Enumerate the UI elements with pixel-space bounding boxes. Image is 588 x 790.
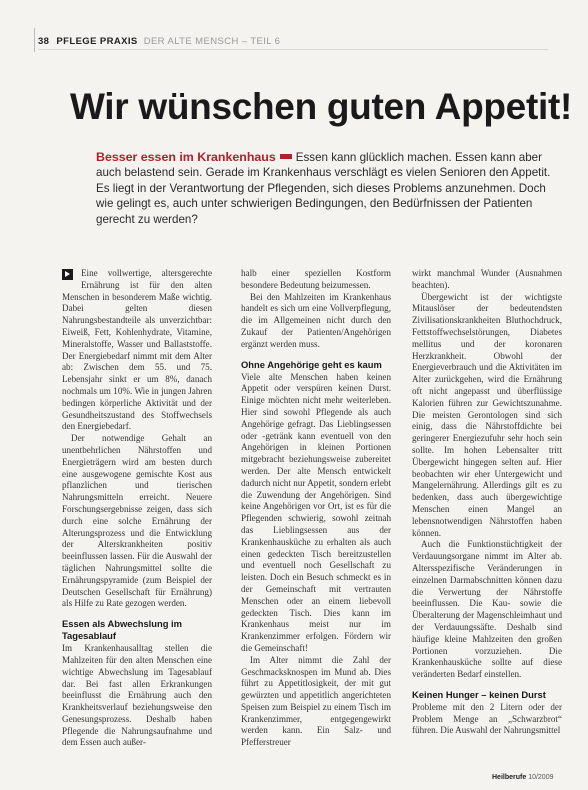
col3-paragraph-3: Auch die Funktionstüchtigkeit der Verdauungsorgane nimmt im Alter ab. Altersspezifische Veränderungen in einzelnen Darmabschnitten können dazu die Verwertung der Nährstoffe beeinflussen. Die Kau- sowie die Überalterung der Magenschleimhaut und der Verdauungssäfte. Deshalb sind häufige kleine Mahlzeiten den großen Portionen vorzuziehen. Die Krankenhausküche sollte auf diese veränderten Bedarf einstellen. bbox=[412, 539, 562, 680]
col2-subheading: Ohne Angehörige geht es kaum bbox=[241, 358, 382, 370]
footer-magazine: Heilberufe bbox=[492, 774, 527, 781]
article-headline: Wir wünschen guten Appetit! bbox=[70, 86, 573, 127]
text-column-1 bbox=[62, 268, 212, 749]
col2-paragraph-2: Bei den Mahlzeiten im Krankenhaus handelt es sich um eine Vollverpflegung, die im Allgemeinen nicht durch den Zukauf der Patienten/Angehörigen ergänzt werden muss. bbox=[241, 291, 391, 349]
col1-paragraph-1 bbox=[62, 268, 212, 433]
col1-paragraph-3: Im Krankenhausalltag stellen die Mahlzeiten für den alten Menschen eine wichtige Abwechslung im Tagesablauf dar. Bei fast allen Erkrankungen beeinflusst die Ernährung auch den Krankheitsverlauf beziehungsweise den Genesungsprozess. Deshalb haben Pflegende die Nahrungsaufnahme und dem Essen auch außer- bbox=[62, 643, 212, 748]
col1-paragraph-1-text: Eine vollwertige, altersgerechte Ernährung ist für den alten Menschen in besonderem Maße wichtig. Dabei gelten diesen Nahrungsbestandteile als unverzichtbar: Eiweiß, Fett, Kohlenhydrate, Vitamine, Mineralstoffe, Wasser und Ballaststoffe. Der Energiebedarf nimmt mit dem Alter ab: Zwischen dem 55. und 75. Lebensjahr sinkt er um 8%, danach nochmals um 10%. Wie in jungen Jahren bedingen körperliche Aktivität und der Gesundheitszustand des Stoffwechsels den Energiebedarf. bbox=[62, 268, 212, 432]
col2-paragraph-3: Viele alte Menschen haben keinen Appetit oder verspüren keinen Durst. Einige möchten nicht mehr weiterleben. Hier sind sowohl Pflegende als auch Angehörige gefragt. Das Lieblingsessen oder -getränk kann eventuell von den Angehörigen in kleinen Portionen mitgebracht beziehungsweise zubereitet werden. Der alte Mensch entwickelt dadurch nicht nur Appetit, sondern erlebt die Zuwendung der Angehörigen. Sind keine Angehörigen vor Ort, ist es für die Pflegenden schwierig, sowohl zeitnah das Lieblingsessen aus der Krankenhausküche zu erhalten als auch einen gedeckten Tisch bereitzustellen und eventuell noch Gesellschaft zu leisten. Doch ein Besuch schmeckt es in der Gemeinschaft mit vertrauten Menschen oder an einem liebevoll gedeckten Tisch. Dies kann im Krankenhaus meist nur im Krankenzimmer erfolgen. Fördern wir die Gemeinschaft! bbox=[241, 371, 391, 653]
arrow-right-icon bbox=[62, 269, 73, 280]
lead-kicker: Besser essen im Krankenhaus bbox=[96, 150, 276, 164]
col3-paragraph-4: Probleme mit den 2 Litern oder der Problem Menge an „Schwarzbrot“ führen. Die Auswahl der Nahrungsmittel bbox=[412, 701, 562, 736]
series-label: DER ALTE MENSCH – TEIL 6 bbox=[143, 36, 281, 47]
col3-paragraph-2: Übergewicht ist der wichtigste Mitauslöser der bedeutendsten Zivilisationskrankheiten Bluthochdruck, Fettstoffwechselstörungen, Diabetes mellitus und der koronaren Herzkrankheit. Obwohl der Energieverbrauch und die Aktivitäten im Alter zurückgehen, wird die Ernährung oft nicht angepasst und überflüssige Kalorien führen zur Gewichtszunahme. Die meisten Gerontologen sind sich einig, dass die Nährstoffdichte bei geringerer Energiezufuhr sehr hoch sein sollte. Im hohen Lebensalter tritt Übergewicht hingegen selten auf. Hier beobachten wir eher Untergewicht und Mangelernährung. Allerdings gilt es zu bedenken, dass auch übergewichtige Menschen einen Mangel an lebensnotwendigen Nährstoffen haben können. bbox=[412, 291, 562, 538]
col3-subheading: Keinen Hunger – keinen Durst bbox=[412, 688, 546, 700]
text-column-2 bbox=[241, 268, 391, 749]
col1-paragraph-2: Der notwendige Gehalt an unentbehrlichen Nährstoffen und Energieträgern wird am besten durch eine ausgewogene gemischte Kost aus pflanzlichen und tierischen Nahrungsmitteln erreicht. Neuere Forschungsergebnisse zeigen, dass sich durch eine solche Ernährung der Alterungsprozess und die Entwicklung der Alterskrankheiten positiv beeinflussen lassen. Für die Auswahl der täglichen Nahrungsmittel sollte die Ernährungspyramide (zum Beispiel der Deutschen Gesellschaft für Ernährung) als Hilfe zu Rate gezogen werden. bbox=[62, 433, 212, 609]
kicker-square-icon bbox=[280, 154, 292, 159]
col2-paragraph-4: Im Alter nimmt die Zahl der Geschmacksknospen im Mund ab. Dies führt zu Appetitlosigkeit, der mit gut gewürzten und appetitlich angerichteten Speisen zum Beispiel zu einem Tisch im Krankenzimmer, entgegengewirkt werden kann. Ein Salz- und Pfefferstreuer bbox=[241, 654, 391, 748]
article-lead bbox=[96, 150, 551, 227]
running-header bbox=[38, 36, 280, 47]
page-footer bbox=[492, 774, 554, 781]
footer-issue: 10/2009 bbox=[528, 774, 554, 781]
text-column-3 bbox=[412, 268, 562, 737]
header-rule bbox=[38, 49, 548, 50]
page-number: 38 bbox=[38, 36, 50, 47]
col1-subheading: Essen als Abwechslung im Tagesablauf bbox=[62, 618, 183, 642]
section-label: PFLEGE PRAXIS bbox=[56, 36, 138, 47]
col2-paragraph-1: halb einer speziellen Kostform besondere Bedeutung beizumessen. bbox=[241, 268, 391, 290]
header-tick-line bbox=[34, 28, 35, 52]
col3-paragraph-1: wirkt manchmal Wunder (Ausnahmen beachten). bbox=[412, 268, 562, 290]
lead-text: Essen kann glücklich machen. Essen kann aber auch belastend sein. Gerade im Krankenhaus verschlägt es vielen Senioren den Appetit. Es liegt in der Verantwortung der Pflegenden, sich dieses Problems anzunehmen. Doch wie gelingt es, auch unter schwierigen Bedingungen, den Bedürfnissen der Patienten gerecht zu werden? bbox=[96, 151, 551, 226]
